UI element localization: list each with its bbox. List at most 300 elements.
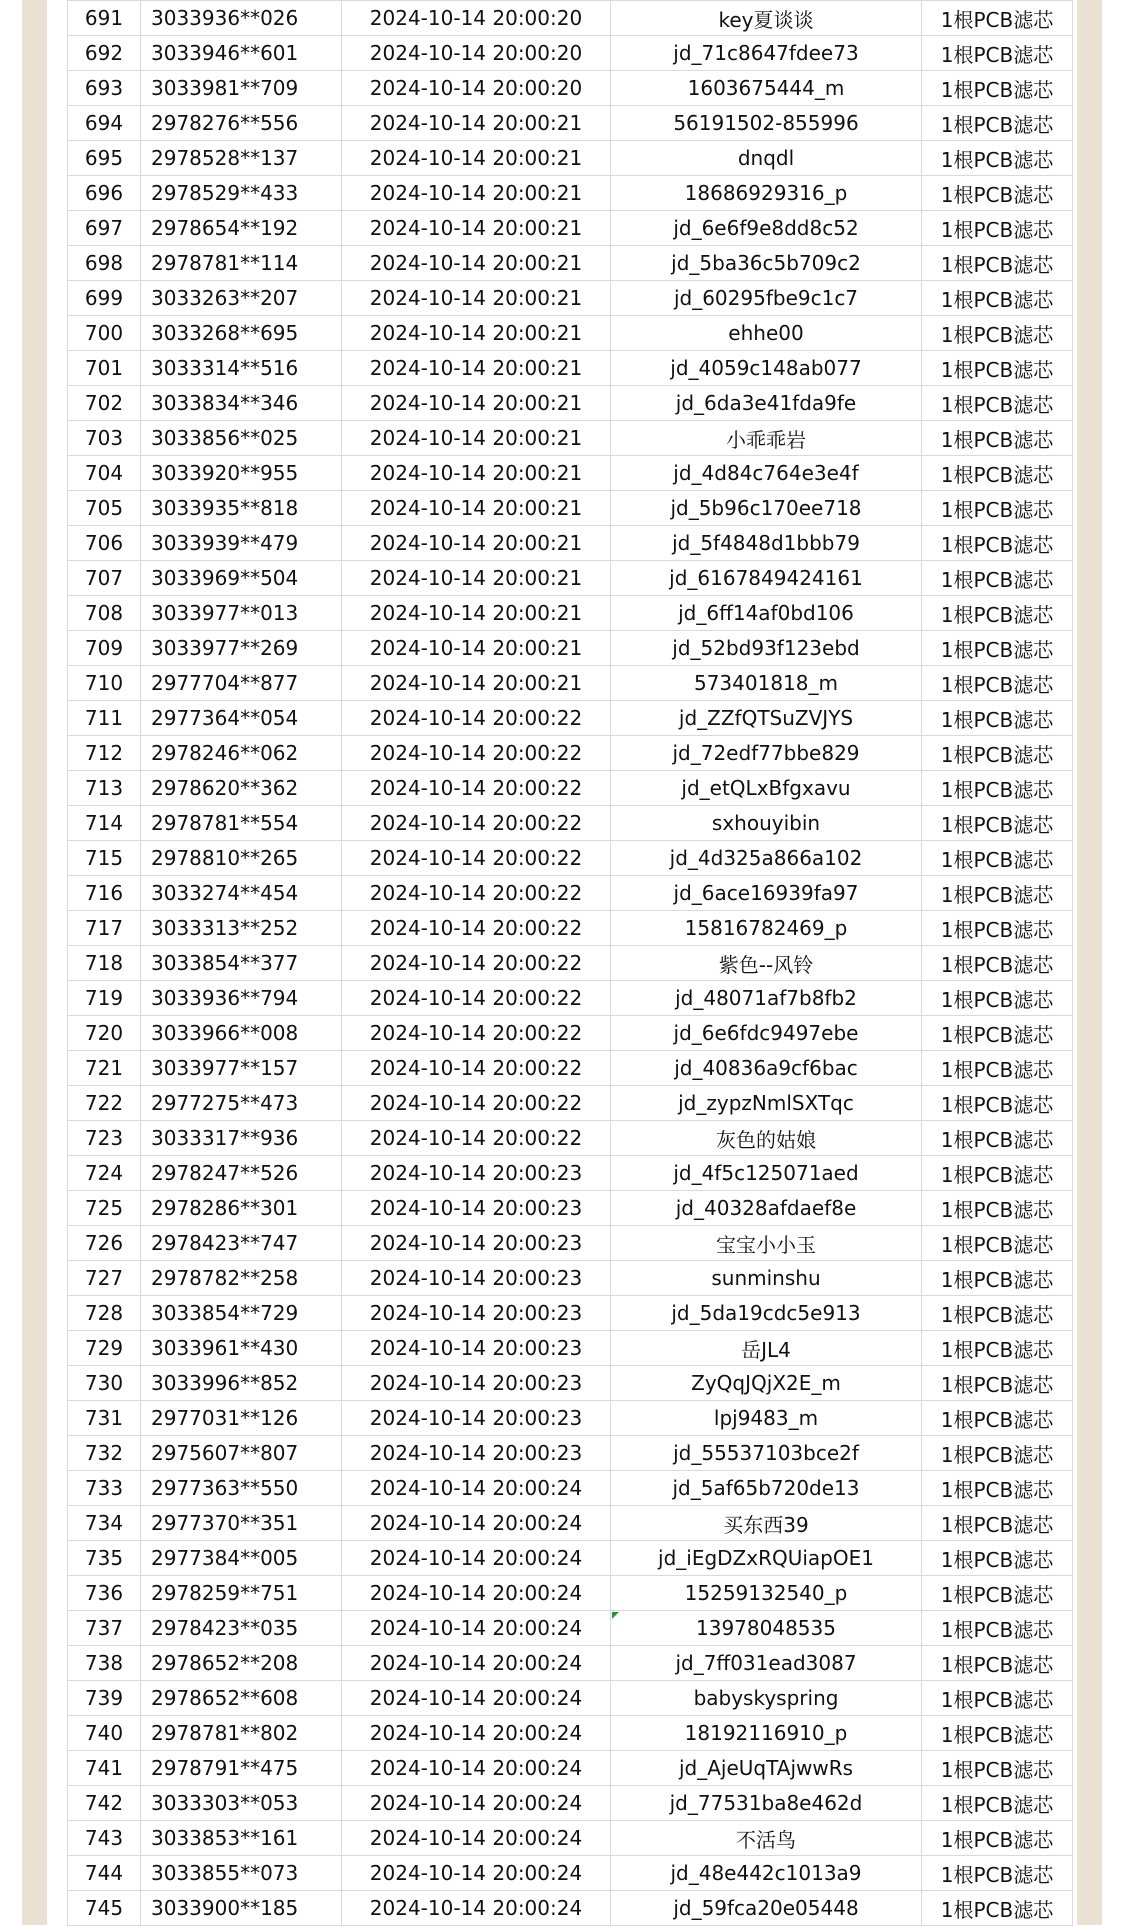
table-row bbox=[68, 841, 1073, 876]
timestamp-cell: 2024-10-14 20:00:21 bbox=[342, 526, 611, 561]
prize-cell: 1根PCB滤芯 bbox=[922, 1576, 1073, 1611]
timestamp-cell: 2024-10-14 20:00:23 bbox=[342, 1296, 611, 1331]
table-row bbox=[68, 1086, 1073, 1121]
row-number-cell: 700 bbox=[68, 316, 141, 351]
prize-cell: 1根PCB滤芯 bbox=[922, 911, 1073, 946]
row-number-cell: 723 bbox=[68, 1121, 141, 1156]
row-number-cell: 711 bbox=[68, 701, 141, 736]
prize-cell: 1根PCB滤芯 bbox=[922, 596, 1073, 631]
table-row bbox=[68, 771, 1073, 806]
order-id-cell: 2978423**035 bbox=[141, 1611, 342, 1646]
table-row bbox=[68, 1891, 1073, 1926]
table-row bbox=[68, 211, 1073, 246]
timestamp-cell: 2024-10-14 20:00:22 bbox=[342, 876, 611, 911]
row-number-cell: 736 bbox=[68, 1576, 141, 1611]
order-id-cell: 2978423**747 bbox=[141, 1226, 342, 1261]
username-cell: jd_ZZfQTSuZVJYS bbox=[611, 701, 922, 736]
username-cell: jd_52bd93f123ebd bbox=[611, 631, 922, 666]
row-number-cell: 716 bbox=[68, 876, 141, 911]
order-id-cell: 2978654**192 bbox=[141, 211, 342, 246]
order-id-cell: 2977364**054 bbox=[141, 701, 342, 736]
timestamp-cell: 2024-10-14 20:00:21 bbox=[342, 176, 611, 211]
timestamp-cell: 2024-10-14 20:00:21 bbox=[342, 456, 611, 491]
order-id-cell: 3033303**053 bbox=[141, 1786, 342, 1821]
table-row bbox=[68, 36, 1073, 71]
timestamp-cell: 2024-10-14 20:00:21 bbox=[342, 491, 611, 526]
table-row bbox=[68, 1261, 1073, 1296]
row-number-cell: 703 bbox=[68, 421, 141, 456]
row-number-cell: 715 bbox=[68, 841, 141, 876]
order-id-cell: 3033313**252 bbox=[141, 911, 342, 946]
table-row bbox=[68, 421, 1073, 456]
table-row bbox=[68, 106, 1073, 141]
prize-cell: 1根PCB滤芯 bbox=[922, 36, 1073, 71]
username-cell: 18686929316_p bbox=[611, 176, 922, 211]
order-id-cell: 3033977**269 bbox=[141, 631, 342, 666]
username-cell: jd_40328afdaef8e bbox=[611, 1191, 922, 1226]
timestamp-cell: 2024-10-14 20:00:24 bbox=[342, 1681, 611, 1716]
prize-cell: 1根PCB滤芯 bbox=[922, 281, 1073, 316]
prize-cell: 1根PCB滤芯 bbox=[922, 806, 1073, 841]
row-number-cell: 721 bbox=[68, 1051, 141, 1086]
order-id-cell: 3033977**013 bbox=[141, 596, 342, 631]
username-cell: 灰色的姑娘 bbox=[611, 1121, 922, 1156]
table-row bbox=[68, 491, 1073, 526]
prize-cell: 1根PCB滤芯 bbox=[922, 1051, 1073, 1086]
username-cell: 不活鸟 bbox=[611, 1821, 922, 1856]
order-id-cell: 3033314**516 bbox=[141, 351, 342, 386]
order-id-cell: 3033854**729 bbox=[141, 1296, 342, 1331]
order-id-cell: 2977031**126 bbox=[141, 1401, 342, 1436]
prize-cell: 1根PCB滤芯 bbox=[922, 1611, 1073, 1646]
timestamp-cell: 2024-10-14 20:00:24 bbox=[342, 1716, 611, 1751]
prize-cell: 1根PCB滤芯 bbox=[922, 491, 1073, 526]
prize-cell: 1根PCB滤芯 bbox=[922, 1401, 1073, 1436]
row-number-cell: 732 bbox=[68, 1436, 141, 1471]
row-number-cell: 693 bbox=[68, 71, 141, 106]
prize-cell: 1根PCB滤芯 bbox=[922, 246, 1073, 281]
username-cell: jd_5af65b720de13 bbox=[611, 1471, 922, 1506]
table-row bbox=[68, 736, 1073, 771]
timestamp-cell: 2024-10-14 20:00:21 bbox=[342, 596, 611, 631]
order-id-cell: 2978781**114 bbox=[141, 246, 342, 281]
row-number-cell: 729 bbox=[68, 1331, 141, 1366]
table-row bbox=[68, 71, 1073, 106]
prize-cell: 1根PCB滤芯 bbox=[922, 1506, 1073, 1541]
row-number-cell: 696 bbox=[68, 176, 141, 211]
table-row bbox=[68, 1576, 1073, 1611]
prize-cell: 1根PCB滤芯 bbox=[922, 141, 1073, 176]
prize-cell: 1根PCB滤芯 bbox=[922, 1786, 1073, 1821]
username-cell: 小乖乖岩 bbox=[611, 421, 922, 456]
prize-cell: 1根PCB滤芯 bbox=[922, 176, 1073, 211]
table-row bbox=[68, 701, 1073, 736]
username-cell: jd_48e442c1013a9 bbox=[611, 1856, 922, 1891]
prize-cell: 1根PCB滤芯 bbox=[922, 1751, 1073, 1786]
row-number-cell: 707 bbox=[68, 561, 141, 596]
table-row bbox=[68, 981, 1073, 1016]
username-cell: jd_60295fbe9c1c7 bbox=[611, 281, 922, 316]
username-cell: jd_zypzNmlSXTqc bbox=[611, 1086, 922, 1121]
username-cell: 56191502-855996 bbox=[611, 106, 922, 141]
prize-cell: 1根PCB滤芯 bbox=[922, 106, 1073, 141]
table-row bbox=[68, 526, 1073, 561]
prize-cell: 1根PCB滤芯 bbox=[922, 771, 1073, 806]
table-row bbox=[68, 351, 1073, 386]
timestamp-cell: 2024-10-14 20:00:20 bbox=[342, 1, 611, 36]
prize-cell: 1根PCB滤芯 bbox=[922, 316, 1073, 351]
row-number-cell: 733 bbox=[68, 1471, 141, 1506]
order-id-cell: 2978652**608 bbox=[141, 1681, 342, 1716]
table-row bbox=[68, 141, 1073, 176]
timestamp-cell: 2024-10-14 20:00:23 bbox=[342, 1226, 611, 1261]
table-row bbox=[68, 1541, 1073, 1576]
row-number-cell: 708 bbox=[68, 596, 141, 631]
username-cell: jd_6ff14af0bd106 bbox=[611, 596, 922, 631]
row-number-cell: 735 bbox=[68, 1541, 141, 1576]
prize-cell: 1根PCB滤芯 bbox=[922, 1331, 1073, 1366]
order-id-cell: 2977384**005 bbox=[141, 1541, 342, 1576]
prize-cell: 1根PCB滤芯 bbox=[922, 1891, 1073, 1926]
timestamp-cell: 2024-10-14 20:00:21 bbox=[342, 561, 611, 596]
row-number-cell: 738 bbox=[68, 1646, 141, 1681]
prize-cell: 1根PCB滤芯 bbox=[922, 666, 1073, 701]
row-number-cell: 742 bbox=[68, 1786, 141, 1821]
timestamp-cell: 2024-10-14 20:00:22 bbox=[342, 1016, 611, 1051]
table-row bbox=[68, 1331, 1073, 1366]
row-number-cell: 706 bbox=[68, 526, 141, 561]
row-number-cell: 728 bbox=[68, 1296, 141, 1331]
username-cell: 573401818_m bbox=[611, 666, 922, 701]
order-id-cell: 2978620**362 bbox=[141, 771, 342, 806]
order-id-cell: 3033900**185 bbox=[141, 1891, 342, 1926]
table-row bbox=[68, 1016, 1073, 1051]
timestamp-cell: 2024-10-14 20:00:22 bbox=[342, 736, 611, 771]
table-row bbox=[68, 456, 1073, 491]
prize-cell: 1根PCB滤芯 bbox=[922, 736, 1073, 771]
timestamp-cell: 2024-10-14 20:00:22 bbox=[342, 1121, 611, 1156]
row-number-cell: 730 bbox=[68, 1366, 141, 1401]
row-number-cell: 712 bbox=[68, 736, 141, 771]
table-row bbox=[68, 1751, 1073, 1786]
order-id-cell: 3033969**504 bbox=[141, 561, 342, 596]
order-id-cell: 3033268**695 bbox=[141, 316, 342, 351]
row-number-cell: 699 bbox=[68, 281, 141, 316]
username-cell: 18192116910_p bbox=[611, 1716, 922, 1751]
prize-cell: 1根PCB滤芯 bbox=[922, 1856, 1073, 1891]
username-cell: jd_6ace16939fa97 bbox=[611, 876, 922, 911]
timestamp-cell: 2024-10-14 20:00:24 bbox=[342, 1471, 611, 1506]
order-id-cell: 3033996**852 bbox=[141, 1366, 342, 1401]
row-number-cell: 731 bbox=[68, 1401, 141, 1436]
timestamp-cell: 2024-10-14 20:00:24 bbox=[342, 1786, 611, 1821]
order-id-cell: 3033834**346 bbox=[141, 386, 342, 421]
username-cell: lpj9483_m bbox=[611, 1401, 922, 1436]
timestamp-cell: 2024-10-14 20:00:24 bbox=[342, 1751, 611, 1786]
username-cell: 1603675444_m bbox=[611, 71, 922, 106]
row-number-cell: 744 bbox=[68, 1856, 141, 1891]
row-number-cell: 714 bbox=[68, 806, 141, 841]
table-row bbox=[68, 1821, 1073, 1856]
prize-cell: 1根PCB滤芯 bbox=[922, 701, 1073, 736]
prize-cell: 1根PCB滤芯 bbox=[922, 351, 1073, 386]
prize-cell: 1根PCB滤芯 bbox=[922, 456, 1073, 491]
timestamp-cell: 2024-10-14 20:00:22 bbox=[342, 701, 611, 736]
timestamp-cell: 2024-10-14 20:00:24 bbox=[342, 1541, 611, 1576]
timestamp-cell: 2024-10-14 20:00:21 bbox=[342, 386, 611, 421]
timestamp-cell: 2024-10-14 20:00:21 bbox=[342, 421, 611, 456]
order-id-cell: 3033966**008 bbox=[141, 1016, 342, 1051]
table-row bbox=[68, 1506, 1073, 1541]
order-id-cell: 2977704**877 bbox=[141, 666, 342, 701]
row-number-cell: 720 bbox=[68, 1016, 141, 1051]
table-row bbox=[68, 176, 1073, 211]
order-id-cell: 2978286**301 bbox=[141, 1191, 342, 1226]
prize-cell: 1根PCB滤芯 bbox=[922, 1156, 1073, 1191]
username-cell: jd_5f4848d1bbb79 bbox=[611, 526, 922, 561]
order-id-cell: 2978529**433 bbox=[141, 176, 342, 211]
order-id-cell: 2978247**526 bbox=[141, 1156, 342, 1191]
row-number-cell: 698 bbox=[68, 246, 141, 281]
order-id-cell: 2978791**475 bbox=[141, 1751, 342, 1786]
table-row bbox=[68, 1156, 1073, 1191]
timestamp-cell: 2024-10-14 20:00:23 bbox=[342, 1366, 611, 1401]
username-cell: jd_55537103bce2f bbox=[611, 1436, 922, 1471]
prize-cell: 1根PCB滤芯 bbox=[922, 71, 1073, 106]
username-cell: jd_4d325a866a102 bbox=[611, 841, 922, 876]
order-id-cell: 3033939**479 bbox=[141, 526, 342, 561]
username-cell: jd_48071af7b8fb2 bbox=[611, 981, 922, 1016]
row-number-cell: 691 bbox=[68, 1, 141, 36]
username-cell: jd_6e6fdc9497ebe bbox=[611, 1016, 922, 1051]
row-number-cell: 740 bbox=[68, 1716, 141, 1751]
username-cell: jd_etQLxBfgxavu bbox=[611, 771, 922, 806]
table-row bbox=[68, 1226, 1073, 1261]
row-number-cell: 702 bbox=[68, 386, 141, 421]
row-number-cell: 724 bbox=[68, 1156, 141, 1191]
order-id-cell: 2978528**137 bbox=[141, 141, 342, 176]
prize-cell: 1根PCB滤芯 bbox=[922, 1541, 1073, 1576]
order-id-cell: 2978276**556 bbox=[141, 106, 342, 141]
order-id-cell: 3033263**207 bbox=[141, 281, 342, 316]
prize-cell: 1根PCB滤芯 bbox=[922, 386, 1073, 421]
username-cell: jd_4d84c764e3e4f bbox=[611, 456, 922, 491]
timestamp-cell: 2024-10-14 20:00:21 bbox=[342, 246, 611, 281]
username-cell: 买东西39 bbox=[611, 1506, 922, 1541]
table-row bbox=[68, 246, 1073, 281]
timestamp-cell: 2024-10-14 20:00:24 bbox=[342, 1821, 611, 1856]
row-number-cell: 713 bbox=[68, 771, 141, 806]
table-row bbox=[68, 596, 1073, 631]
timestamp-cell: 2024-10-14 20:00:21 bbox=[342, 281, 611, 316]
prize-cell: 1根PCB滤芯 bbox=[922, 1366, 1073, 1401]
table-row bbox=[68, 561, 1073, 596]
table-row bbox=[68, 911, 1073, 946]
timestamp-cell: 2024-10-14 20:00:24 bbox=[342, 1576, 611, 1611]
table-row bbox=[68, 1121, 1073, 1156]
row-number-cell: 697 bbox=[68, 211, 141, 246]
table-row bbox=[68, 1436, 1073, 1471]
table-row bbox=[68, 1401, 1073, 1436]
order-id-cell: 3033853**161 bbox=[141, 1821, 342, 1856]
prize-cell: 1根PCB滤芯 bbox=[922, 1191, 1073, 1226]
timestamp-cell: 2024-10-14 20:00:21 bbox=[342, 666, 611, 701]
order-id-cell: 2978810**265 bbox=[141, 841, 342, 876]
table-row bbox=[68, 1856, 1073, 1891]
timestamp-cell: 2024-10-14 20:00:23 bbox=[342, 1191, 611, 1226]
prize-cell: 1根PCB滤芯 bbox=[922, 1226, 1073, 1261]
timestamp-cell: 2024-10-14 20:00:20 bbox=[342, 71, 611, 106]
username-cell: jd_72edf77bbe829 bbox=[611, 736, 922, 771]
timestamp-cell: 2024-10-14 20:00:22 bbox=[342, 911, 611, 946]
timestamp-cell: 2024-10-14 20:00:24 bbox=[342, 1506, 611, 1541]
prize-cell: 1根PCB滤芯 bbox=[922, 1471, 1073, 1506]
order-id-cell: 3033317**936 bbox=[141, 1121, 342, 1156]
row-number-cell: 692 bbox=[68, 36, 141, 71]
prize-cell: 1根PCB滤芯 bbox=[922, 631, 1073, 666]
username-cell: jd_6167849424161 bbox=[611, 561, 922, 596]
username-cell: jd_5ba36c5b709c2 bbox=[611, 246, 922, 281]
timestamp-cell: 2024-10-14 20:00:22 bbox=[342, 771, 611, 806]
prize-cell: 1根PCB滤芯 bbox=[922, 526, 1073, 561]
username-cell: jd_4f5c125071aed bbox=[611, 1156, 922, 1191]
username-cell: jd_AjeUqTAjwwRs bbox=[611, 1751, 922, 1786]
timestamp-cell: 2024-10-14 20:00:21 bbox=[342, 106, 611, 141]
order-id-cell: 3033854**377 bbox=[141, 946, 342, 981]
table-row bbox=[68, 1366, 1073, 1401]
order-id-cell: 3033935**818 bbox=[141, 491, 342, 526]
username-cell: jd_7ff031ead3087 bbox=[611, 1646, 922, 1681]
timestamp-cell: 2024-10-14 20:00:20 bbox=[342, 36, 611, 71]
prize-cell: 1根PCB滤芯 bbox=[922, 1016, 1073, 1051]
username-cell: jd_iEgDZxRQUiapOE1 bbox=[611, 1541, 922, 1576]
table-row bbox=[68, 946, 1073, 981]
prize-cell: 1根PCB滤芯 bbox=[922, 1086, 1073, 1121]
order-id-cell: 3033946**601 bbox=[141, 36, 342, 71]
row-number-cell: 737 bbox=[68, 1611, 141, 1646]
username-cell: 宝宝小小玉 bbox=[611, 1226, 922, 1261]
timestamp-cell: 2024-10-14 20:00:23 bbox=[342, 1401, 611, 1436]
timestamp-cell: 2024-10-14 20:00:24 bbox=[342, 1611, 611, 1646]
username-cell: key夏谈谈 bbox=[611, 1, 922, 36]
prize-cell: 1根PCB滤芯 bbox=[922, 421, 1073, 456]
order-id-cell: 2975607**807 bbox=[141, 1436, 342, 1471]
username-cell: sxhouyibin bbox=[611, 806, 922, 841]
row-number-cell: 727 bbox=[68, 1261, 141, 1296]
timestamp-cell: 2024-10-14 20:00:22 bbox=[342, 841, 611, 876]
order-id-cell: 3033920**955 bbox=[141, 456, 342, 491]
prize-cell: 1根PCB滤芯 bbox=[922, 1121, 1073, 1156]
timestamp-cell: 2024-10-14 20:00:21 bbox=[342, 141, 611, 176]
order-id-cell: 3033977**157 bbox=[141, 1051, 342, 1086]
order-id-cell: 3033981**709 bbox=[141, 71, 342, 106]
username-cell: 15816782469_p bbox=[611, 911, 922, 946]
order-id-cell: 3033961**430 bbox=[141, 1331, 342, 1366]
timestamp-cell: 2024-10-14 20:00:23 bbox=[342, 1436, 611, 1471]
prize-cell: 1根PCB滤芯 bbox=[922, 1681, 1073, 1716]
row-number-cell: 704 bbox=[68, 456, 141, 491]
prize-cell: 1根PCB滤芯 bbox=[922, 211, 1073, 246]
row-number-cell: 694 bbox=[68, 106, 141, 141]
row-number-cell: 705 bbox=[68, 491, 141, 526]
table-row bbox=[68, 1611, 1073, 1646]
table-row bbox=[68, 666, 1073, 701]
prize-cell: 1根PCB滤芯 bbox=[922, 876, 1073, 911]
order-id-cell: 3033855**073 bbox=[141, 1856, 342, 1891]
order-id-cell: 2978781**554 bbox=[141, 806, 342, 841]
table-row bbox=[68, 1471, 1073, 1506]
username-cell: jd_77531ba8e462d bbox=[611, 1786, 922, 1821]
row-number-cell: 718 bbox=[68, 946, 141, 981]
order-id-cell: 2977363**550 bbox=[141, 1471, 342, 1506]
table-row bbox=[68, 1716, 1073, 1751]
prize-cell: 1根PCB滤芯 bbox=[922, 561, 1073, 596]
username-cell: 紫色--风铃 bbox=[611, 946, 922, 981]
prize-cell: 1根PCB滤芯 bbox=[922, 1821, 1073, 1856]
table-row bbox=[68, 1, 1073, 36]
order-id-cell: 2978781**802 bbox=[141, 1716, 342, 1751]
table-row bbox=[68, 316, 1073, 351]
row-number-cell: 710 bbox=[68, 666, 141, 701]
table-row bbox=[68, 1681, 1073, 1716]
timestamp-cell: 2024-10-14 20:00:22 bbox=[342, 806, 611, 841]
row-number-cell: 695 bbox=[68, 141, 141, 176]
timestamp-cell: 2024-10-14 20:00:23 bbox=[342, 1331, 611, 1366]
username-cell: jd_5da19cdc5e913 bbox=[611, 1296, 922, 1331]
username-cell: sunminshu bbox=[611, 1261, 922, 1296]
order-id-cell: 2978782**258 bbox=[141, 1261, 342, 1296]
timestamp-cell: 2024-10-14 20:00:21 bbox=[342, 316, 611, 351]
prize-cell: 1根PCB滤芯 bbox=[922, 1436, 1073, 1471]
timestamp-cell: 2024-10-14 20:00:23 bbox=[342, 1261, 611, 1296]
timestamp-cell: 2024-10-14 20:00:21 bbox=[342, 211, 611, 246]
row-number-cell: 726 bbox=[68, 1226, 141, 1261]
prize-cell: 1根PCB滤芯 bbox=[922, 946, 1073, 981]
row-number-cell: 717 bbox=[68, 911, 141, 946]
row-number-cell: 743 bbox=[68, 1821, 141, 1856]
username-cell: jd_6da3e41fda9fe bbox=[611, 386, 922, 421]
order-id-cell: 2978652**208 bbox=[141, 1646, 342, 1681]
row-number-cell: 745 bbox=[68, 1891, 141, 1926]
username-cell: 13978048535 bbox=[611, 1611, 922, 1646]
timestamp-cell: 2024-10-14 20:00:22 bbox=[342, 946, 611, 981]
username-cell: jd_71c8647fdee73 bbox=[611, 36, 922, 71]
prize-cell: 1根PCB滤芯 bbox=[922, 1261, 1073, 1296]
prize-cell: 1根PCB滤芯 bbox=[922, 1646, 1073, 1681]
table-row bbox=[68, 806, 1073, 841]
timestamp-cell: 2024-10-14 20:00:23 bbox=[342, 1156, 611, 1191]
table-row bbox=[68, 876, 1073, 911]
order-id-cell: 3033274**454 bbox=[141, 876, 342, 911]
username-cell: ehhe00 bbox=[611, 316, 922, 351]
username-cell: ZyQqJQjX2E_m bbox=[611, 1366, 922, 1401]
row-number-cell: 701 bbox=[68, 351, 141, 386]
prize-cell: 1根PCB滤芯 bbox=[922, 1716, 1073, 1751]
username-cell: dnqdl bbox=[611, 141, 922, 176]
timestamp-cell: 2024-10-14 20:00:22 bbox=[342, 1051, 611, 1086]
order-id-cell: 2978246**062 bbox=[141, 736, 342, 771]
row-number-cell: 722 bbox=[68, 1086, 141, 1121]
table-row bbox=[68, 1051, 1073, 1086]
timestamp-cell: 2024-10-14 20:00:24 bbox=[342, 1646, 611, 1681]
table-body bbox=[68, 1, 1073, 1926]
username-cell: babyskyspring bbox=[611, 1681, 922, 1716]
order-id-cell: 3033936**794 bbox=[141, 981, 342, 1016]
username-cell: 岳JL4 bbox=[611, 1331, 922, 1366]
order-id-cell: 2978259**751 bbox=[141, 1576, 342, 1611]
row-number-cell: 709 bbox=[68, 631, 141, 666]
username-cell: jd_59fca20e05448 bbox=[611, 1891, 922, 1926]
